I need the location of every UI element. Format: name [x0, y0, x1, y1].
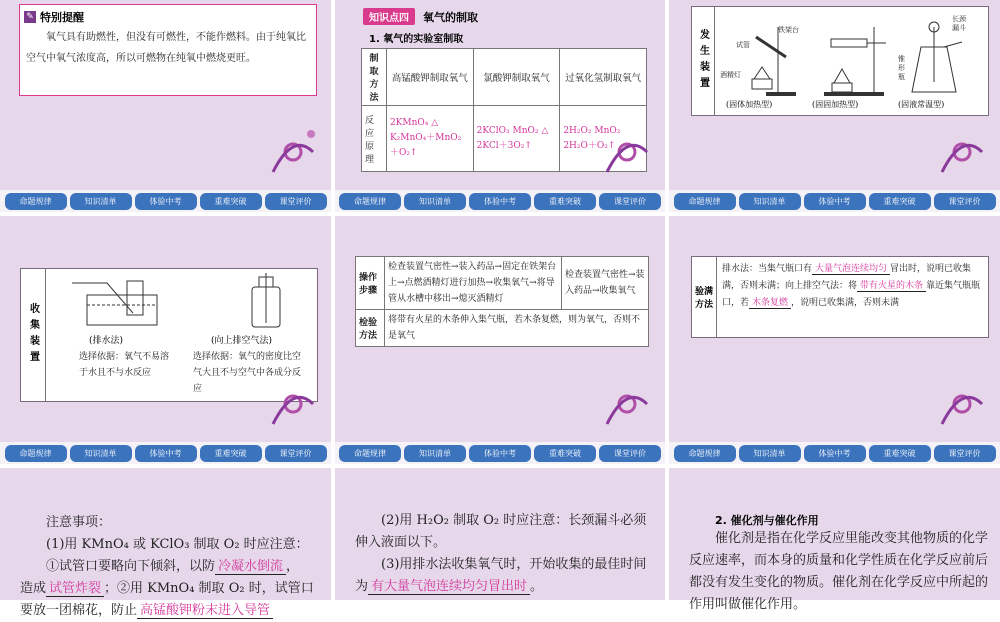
nav-bar [335, 190, 665, 212]
nav-button-rules[interactable]: 命题规律 [5, 193, 67, 210]
method-3: 过氧化氢制取氧气 [560, 49, 647, 106]
collection-drawing [47, 273, 317, 333]
nav-button-difficult[interactable]: 重难突破 [869, 193, 931, 210]
decorative-swirl-icon [263, 374, 323, 434]
svg-text:铁架台: 铁架台 [778, 26, 799, 34]
reminder-text: 氧气具有助燃性，但没有可燃性，不能作燃料。由于纯氧比空气中氧气浓度高，所以可燃物在纯氧中燃烧更旺。 [26, 32, 306, 64]
slide-3 [669, 0, 1000, 212]
catalyst-title: 2. 催化剂与催化作用 [715, 514, 819, 527]
warning-icon: ✎ [24, 11, 36, 23]
slide-5 [335, 216, 665, 464]
apparatus-box [691, 6, 989, 116]
row-head-check: 检验方法 [356, 310, 385, 347]
answer-tube-crack: 试管炸裂 [46, 581, 104, 597]
nav-button-rules[interactable]: 命题规律 [339, 445, 401, 462]
caption-water: (排水法) [89, 336, 124, 346]
svg-text:形: 形 [898, 64, 905, 72]
nav-bar [0, 442, 331, 464]
nav-button-evaluation[interactable]: 课堂评价 [599, 193, 661, 210]
row-head-apparatus: 发生装置 [692, 7, 715, 115]
equation-kclo3: 2KClO₃ MnO₂ △ 2KCl＋3O₂↑ [473, 106, 560, 172]
equation-h2o2: 2H₂O₂ MnO₂ 2H₂O＋O₂↑ [560, 106, 647, 172]
nav-button-difficult[interactable]: 重难突破 [534, 445, 596, 462]
subheading: 1. 氧气的实验室制取 [369, 34, 464, 45]
answer-bubbles: 大量气泡连续均匀 [812, 264, 890, 275]
slide-8 [335, 468, 665, 600]
method-1: 高锰酸钾制取氧气 [386, 49, 473, 106]
row-head-steps: 操作步骤 [356, 257, 385, 310]
steps-heating: 检查装置气密性→装入药品→固定在铁架台上→点燃酒精灯进行加热→收集氧气→将导管从水槽中移出→熄灭酒精灯 [385, 257, 562, 310]
steps-room-temp: 检查装置气密性→装入药品→收集氧气 [562, 257, 649, 310]
svg-text:锥: 锥 [898, 55, 905, 63]
section-heading: 氧气的制取 [423, 10, 478, 24]
nav-button-knowledge[interactable]: 知识清单 [739, 193, 801, 210]
reminder-title: 特别提醒 [40, 11, 84, 24]
nav-button-knowledge[interactable]: 知识清单 [739, 445, 801, 462]
nav-button-difficult[interactable]: 重难突破 [534, 193, 596, 210]
nav-button-rules[interactable]: 命题规律 [339, 193, 401, 210]
nav-button-difficult[interactable]: 重难突破 [200, 445, 262, 462]
nav-bar [335, 442, 665, 464]
nav-button-evaluation[interactable]: 课堂评价 [934, 193, 996, 210]
catalyst-text: 催化剂是指在化学反应里能改变其他物质的化学反应速率，而本身的质量和化学性质在化学反应前后都没有发生变化的物质。催化剂在化学反应中所起的作用叫做催化作用。 [689, 531, 989, 612]
nav-button-knowledge[interactable]: 知识清单 [70, 445, 132, 462]
svg-text:试管: 试管 [736, 41, 750, 49]
nav-button-rules[interactable]: 命题规律 [5, 445, 67, 462]
svg-text:长颈: 长颈 [952, 15, 966, 23]
nav-button-difficult[interactable]: 重难突破 [869, 445, 931, 462]
answer-glowing-stick: 带有火星的木条 [857, 281, 926, 292]
row-head-full-check: 验满方法 [692, 257, 717, 337]
nav-bar [669, 442, 1000, 464]
nav-bar [0, 190, 331, 212]
answer-relights: 木条复燃 [749, 298, 791, 309]
answer-condensation: 冷凝水倒流 [215, 559, 286, 575]
row-head-principle: 反应原理 [362, 106, 387, 172]
nav-button-evaluation[interactable]: 课堂评价 [265, 445, 327, 462]
caption-upward-air: (向上排空气法) [211, 336, 273, 346]
svg-text:漏斗: 漏斗 [952, 24, 966, 32]
nav-button-rules[interactable]: 命题规律 [674, 193, 736, 210]
method-2: 氯酸钾制取氧气 [473, 49, 560, 106]
decorative-swirl-icon [597, 374, 657, 434]
nav-button-knowledge[interactable]: 知识清单 [404, 445, 466, 462]
nav-button-knowledge[interactable]: 知识清单 [70, 193, 132, 210]
nav-button-exam[interactable]: 体验中考 [804, 445, 866, 462]
section-tag: 知识点四 [363, 8, 415, 25]
nav-button-exam[interactable]: 体验中考 [135, 445, 197, 462]
procedure-table [355, 256, 649, 347]
nav-button-exam[interactable]: 体验中考 [469, 445, 531, 462]
full-check-box [691, 256, 989, 338]
notes-text: 注意事项： (1)用 KMnO₄ 或 KClO₃ 制取 O₂ 时应注意： ①试管口要略向下倾斜，以防 冷凝水倒流 ， 造成 试管炸裂 ；②用 KMnO₄ 制取 O₂ 时，试管口 要放一团棉花，防止 高锰酸钾粉末进入导管 [20, 515, 314, 618]
caption-solid-liquid: (固液常温型) [898, 100, 945, 109]
nav-button-difficult[interactable]: 重难突破 [200, 193, 262, 210]
reason-water: 选择依据：氧气不易溶于水且不与水反应 [79, 352, 170, 378]
decorative-swirl-icon [932, 122, 992, 182]
slide-6 [669, 216, 1000, 464]
nav-button-exam[interactable]: 体验中考 [469, 193, 531, 210]
nav-button-evaluation[interactable]: 课堂评价 [265, 193, 327, 210]
col-head-method: 制取方法 [362, 49, 387, 106]
slide-4 [0, 216, 331, 464]
nav-bar [669, 190, 1000, 212]
slide-7 [0, 468, 331, 618]
slide-1 [0, 0, 331, 212]
decorative-swirl-icon [932, 374, 992, 434]
reason-air: 选择依据：氧气的密度比空气大且不与空气中各成分反应 [193, 352, 302, 394]
full-check-text: 排水法：当集气瓶口有 大量气泡连续均匀 冒出时，说明已收集满，否则未满；向上排空气法：将 带有火星的木条 靠近集气瓶瓶口，若 木条复燃 ，说明已收集满，否则未满 [722, 264, 981, 308]
special-reminder-box [19, 4, 317, 96]
caption-solid-heating: (固体加热型) [726, 100, 773, 109]
nav-button-exam[interactable]: 体验中考 [804, 193, 866, 210]
decorative-swirl-icon [597, 122, 657, 182]
nav-button-evaluation[interactable]: 课堂评价 [599, 445, 661, 462]
equation-kmno4: 2KMnO₄ △ K₂MnO₄＋MnO₂ ＋O₂↑ [386, 106, 473, 172]
nav-button-knowledge[interactable]: 知识清单 [404, 193, 466, 210]
nav-button-rules[interactable]: 命题规律 [674, 445, 736, 462]
check-method: 将带有火星的木条伸入集气瓶，若木条复燃，则为氧气，否则不是氧气 [385, 310, 649, 347]
slide-9 [669, 468, 1000, 612]
slide-2 [335, 0, 665, 212]
svg-text:酒精灯: 酒精灯 [720, 71, 741, 79]
notes-text-2: (2)用 H₂O₂ 制取 O₂ 时应注意：长颈漏斗必须伸入液面以下。 (3)用排水法收集氧气时，开始收集的最佳时间为 有大量气泡连续均匀冒出时 。 [355, 513, 647, 594]
row-head-collection: 收集装置 [21, 269, 46, 401]
answer-best-time: 有大量气泡连续均匀冒出时 [368, 579, 530, 595]
svg-text:瓶: 瓶 [898, 73, 905, 81]
nav-button-exam[interactable]: 体验中考 [135, 193, 197, 210]
decorative-swirl-icon [263, 122, 323, 182]
caption-solid-solid: (固固加热型) [812, 100, 859, 109]
answer-powder: 高锰酸钾粉末进入导管 [137, 603, 273, 619]
nav-button-evaluation[interactable]: 课堂评价 [934, 445, 996, 462]
